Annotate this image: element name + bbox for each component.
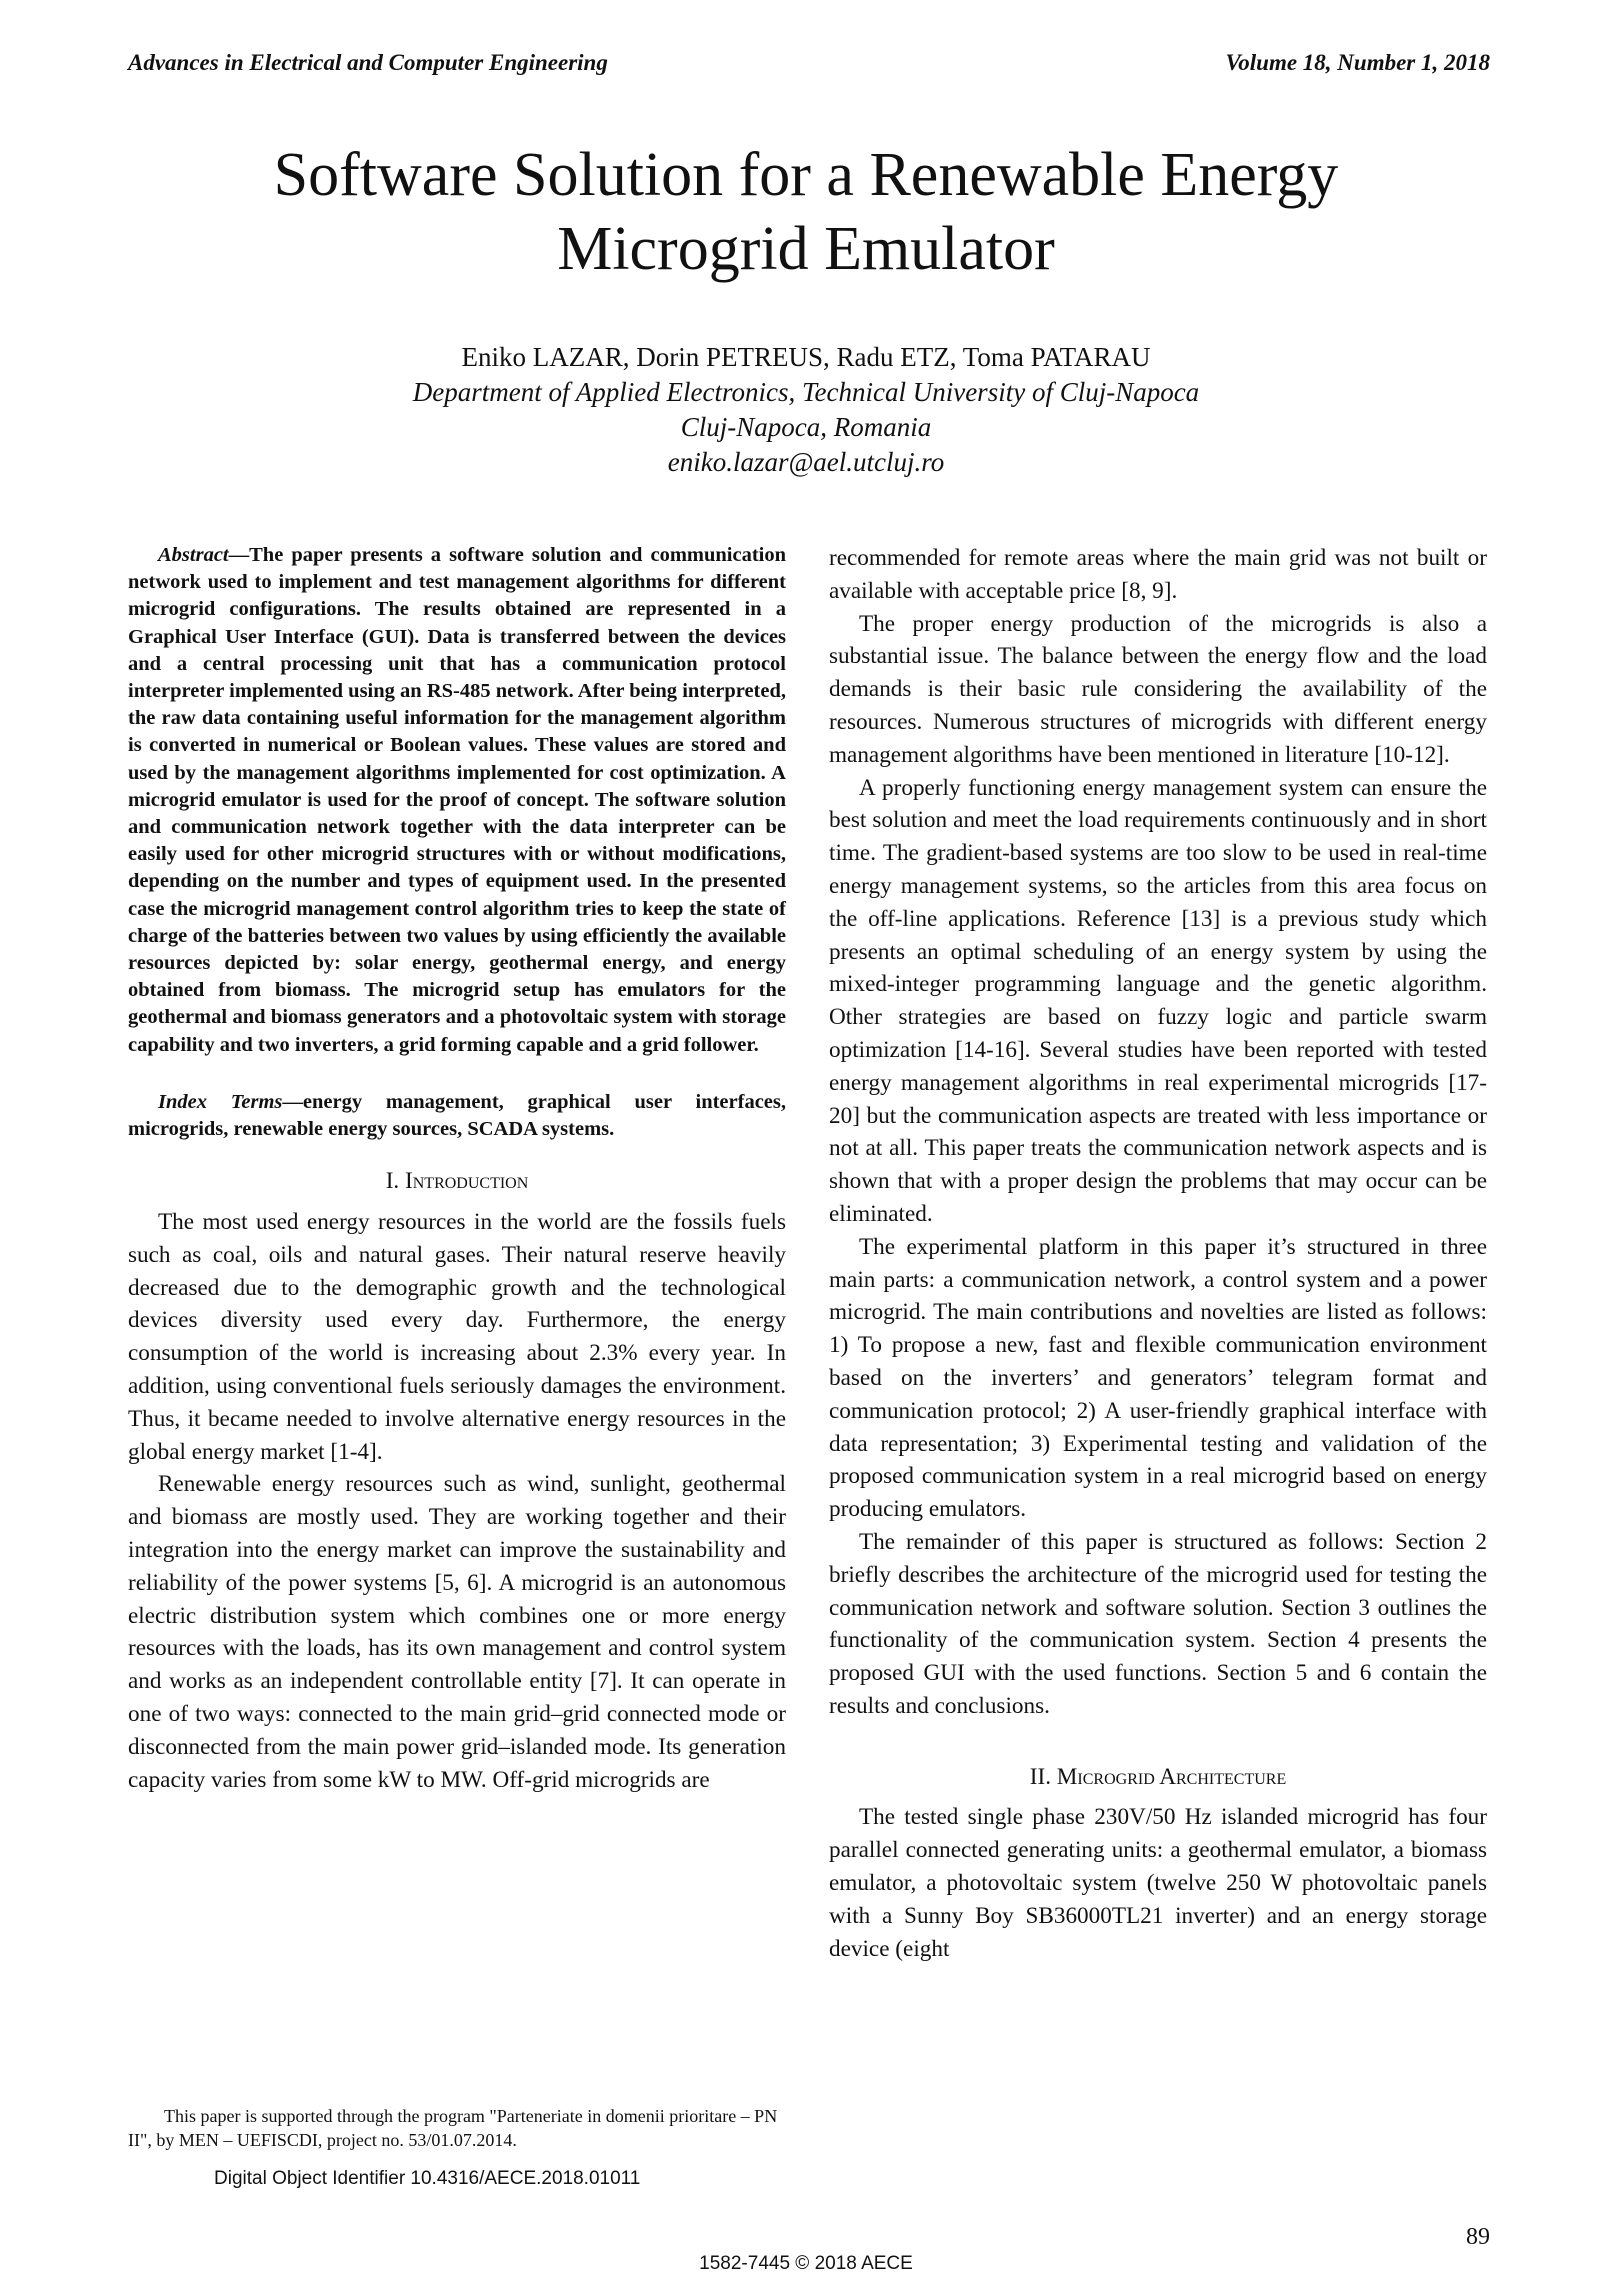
section-number: I. [385,1168,400,1195]
title-line-1: Software Solution for a Renewable Energy [273,141,1339,209]
section-number: II. [1029,1763,1051,1790]
intro-paragraph-2-continued: recommended for remote areas where the main grid was not built or available with acceptable price [8, 9]. [829,545,1487,604]
intro-paragraph-6: The remainder of this paper is structured as follows: Section 2 briefly describes the architecture of the microgrid used for testing the communication network and software solution. Section 3 outlines the functionality of the communication system. Section 4 presents the proposed GUI with the used functions. Section 5 and 6 contain the results and conclusions. [829,1528,1487,1719]
abstract-label: Abstract [158,544,229,566]
doi: Digital Object Identifier 10.4316/AECE.2018.01011 [214,2168,641,2189]
intro-paragraph-3: The proper energy production of the microgrids is also a substantial issue. The balance between the energy flow and the load demands is their basic rule considering the availability of the resources. Numerous structures of microgrids with different energy management algorithms have been mentioned in literature [10-12]. [829,610,1487,768]
abstract-text: —The paper presents a software solution and communication network used to implement and test management algorithms for different microgrid configurations. The results obtained are represented in a Graphical User Interface (GUI). Data is transferred between the devices and a central processing unit that has a communication protocol interpreter implemented using an RS-485 network. After being interpreted, the raw data containing useful information for the management algorithm is converted in numerical or Boolean values. These values are stored and used by the management algorithms implemented for cost optimization. A microgrid emulator is used for the proof of concept. The software solution and communication network together with the data interpreter can be easily used for other microgrid structures with or without modifications, depending on the number and types of equipment used. In the presented case the microgrid management control algorithm tries to keep the state of charge of the batteries between two values by using efficiently the available resources depicted by: solar energy, geothermal energy, and energy obtained from biomass. The microgrid setup has emulators for the geothermal and biomass generators and a photovoltaic system with storage capability and two inverters, a grid forming capable and a grid follower. [128,544,786,1056]
index-terms [128,1089,786,1143]
author-location: Cluj-Napoca, Romania [680,412,932,442]
index-terms-text: —energy management, graphical user interfaces, microgrids, renewable energy sources, SCADA systems. [128,1090,786,1141]
journal-name: Advances in Electrical and Computer Engineering [128,50,608,75]
intro-paragraph-4: A properly functioning energy management system can ensure the best solution and meet the load requirements continuously and in short time. The gradient-based systems are too slow to be used in real-time energy management systems, so the articles from this area focus on the off-line applications. Reference [13] is a previous study which presents an optimal scheduling of an energy system by using the mixed-integer programming language and the genetic algorithm. Other strategies are based on fuzzy logic and particle swarm optimization [14-16]. Several studies have been reported with tested energy management algorithms in real experimental microgrids [17-20] but the communication aspects are treated with less importance or not at all. This paper treats the communication network aspects and is shown that with a proper design the problems that may occur can be eliminated. [829,774,1487,1227]
paper-title [0,138,1612,286]
funding-footnote: This paper is supported through the program "Parteneriate in domenii prioritare – PN II", by MEN – UEFISCDI, project no. 53/01.07.2014. [128,2106,778,2150]
author-names: Eniko LAZAR, Dorin PETREUS, Radu ETZ, Toma PATARAU [461,342,1151,372]
title-line-2: Microgrid Emulator [557,215,1055,283]
abstract [128,542,786,1059]
section-heading-architecture [829,1761,1487,1794]
architecture-paragraph-1: The tested single phase 230V/50 Hz islanded microgrid has four parallel connected generating units: a geothermal emulator, a biomass emulator, a photovoltaic system (twelve 250 W photovoltaic panels with a Sunny Boy SB36000TL21 inverter) and an energy storage device (eight [829,1804,1487,1962]
author-department: Department of Applied Electronics, Technical University of Cluj-Napoca [412,377,1200,407]
intro-paragraph-2: Renewable energy resources such as wind, sunlight, geothermal and biomass are mostly used. They are working together and their integration into the energy market can improve the sustainability and reliability of the power systems [5, 6]. A microgrid is an autonomous electric distribution system which combines one or more energy resources with the loads, has its own management and control system and works as an independent controllable entity [7]. It can operate in one of two ways: connected to the main grid–grid connected mode or disconnected from the main power grid–islanded mode. Its generation capacity varies from some kW to MW. Off-grid microgrids are [128,1471,786,1793]
volume-info: Volume 18, Number 1, 2018 [1225,50,1490,75]
index-terms-label: Index Terms [158,1090,283,1113]
right-column [829,542,1487,1965]
intro-paragraph-1: The most used energy resources in the world are the fossils fuels such as coal, oils and natural gases. Their natural reserve heavily decreased due to the demographic growth and the technological devices diversity used every day. Furthermore, the energy consumption of the world is increasing about 2.3% every year. In addition, using conventional fuels seriously damages the environment. Thus, it became needed to involve alternative energy resources in the global energy market [1-4]. [128,1209,786,1465]
intro-paragraph-5: The experimental platform in this paper it’s structured in three main parts: a communication network, a control system and a power microgrid. The main contributions and novelties are listed as follows: 1) To propose a new, fast and flexible communication environment based on the inverters’ and generators’ telegram format and communication protocol; 2) A user-friendly graphical interface with data representation; 3) Experimental testing and validation of the proposed communication system in a real microgrid based on energy producing emulators. [829,1233,1487,1523]
author-block [0,340,1612,480]
issn-copyright: 1582-7445 © 2018 AECE [699,2253,913,2274]
section-title: Microgrid Architecture [1056,1763,1287,1790]
author-email[interactable]: eniko.lazar@ael.utcluj.ro [667,447,945,477]
section-title: Introduction [405,1168,529,1195]
page-number: 89 [1466,2224,1490,2250]
left-column [128,542,786,1796]
section-heading-introduction [128,1165,786,1198]
